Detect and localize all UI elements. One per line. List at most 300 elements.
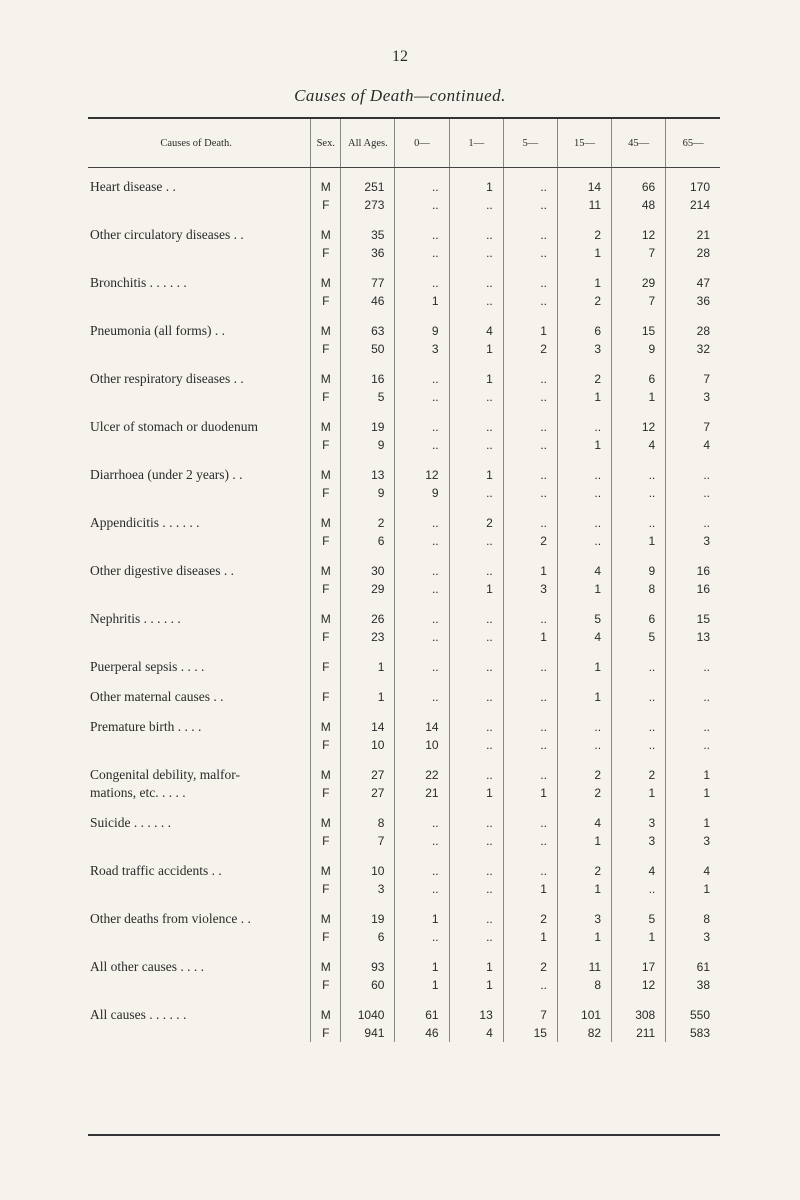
value-cell: .. — [449, 880, 503, 898]
value-cell: 7 — [503, 1006, 557, 1024]
value-cell: .. — [503, 244, 557, 262]
sex-cell: F — [311, 784, 341, 802]
spacer-cell — [395, 310, 449, 322]
value-cell: .. — [503, 832, 557, 850]
value-cell: 2 — [557, 862, 611, 880]
sex-cell: M — [311, 226, 341, 244]
spacer-cell — [88, 502, 311, 514]
spacer-cell — [557, 502, 611, 514]
value-cell: 1 — [395, 976, 449, 994]
sex-cell: M — [311, 766, 341, 784]
spacer-cell — [449, 994, 503, 1006]
row-spacer — [88, 406, 720, 418]
value-cell: 1 — [503, 928, 557, 946]
value-cell: .. — [557, 484, 611, 502]
spacer-cell — [341, 946, 395, 958]
cause-label: Heart disease . . — [90, 179, 176, 194]
value-cell: 9 — [341, 436, 395, 454]
value-cell: .. — [557, 736, 611, 754]
spacer-cell — [449, 262, 503, 274]
value-cell: .. — [503, 814, 557, 832]
value-cell: 6 — [612, 610, 666, 628]
spacer-cell — [395, 994, 449, 1006]
value-cell: .. — [449, 418, 503, 436]
value-cell: 35 — [341, 226, 395, 244]
table-row — [88, 580, 720, 598]
cause-label: All other causes . . . . — [90, 959, 204, 974]
spacer-cell — [311, 676, 341, 688]
cause-label: Pneumonia (all forms) . . — [90, 323, 225, 338]
value-cell: 1 — [557, 928, 611, 946]
value-cell: 15 — [666, 610, 720, 628]
value-cell: 23 — [341, 628, 395, 646]
value-cell: 1 — [449, 466, 503, 484]
sex-cell: F — [311, 580, 341, 598]
value-cell: .. — [612, 880, 666, 898]
value-cell: .. — [449, 484, 503, 502]
value-cell: .. — [503, 976, 557, 994]
spacer-cell — [449, 802, 503, 814]
spacer-cell — [449, 898, 503, 910]
value-cell: 93 — [341, 958, 395, 976]
value-cell: .. — [503, 718, 557, 736]
value-cell: .. — [557, 514, 611, 532]
sex-cell: M — [311, 514, 341, 532]
spacer-cell — [395, 946, 449, 958]
spacer-cell — [395, 168, 449, 179]
value-cell: 28 — [666, 322, 720, 340]
value-cell: .. — [395, 274, 449, 292]
sex-cell: M — [311, 370, 341, 388]
value-cell: 17 — [612, 958, 666, 976]
row-spacer — [88, 550, 720, 562]
value-cell: 29 — [612, 274, 666, 292]
sex-cell: M — [311, 178, 341, 196]
spacer-cell — [666, 676, 720, 688]
cause-label-empty — [88, 292, 311, 310]
value-cell: 15 — [612, 322, 666, 340]
value-cell: 14 — [341, 718, 395, 736]
spacer-cell — [612, 168, 666, 179]
value-cell: 6 — [612, 370, 666, 388]
value-cell: 2 — [557, 784, 611, 802]
value-cell: 7 — [666, 418, 720, 436]
row-spacer — [88, 310, 720, 322]
value-cell: 61 — [395, 1006, 449, 1024]
sex-cell: M — [311, 466, 341, 484]
value-cell: 13 — [449, 1006, 503, 1024]
value-cell: 7 — [341, 832, 395, 850]
value-cell: .. — [612, 658, 666, 676]
value-cell: .. — [503, 418, 557, 436]
spacer-cell — [88, 850, 311, 862]
spacer-cell — [666, 946, 720, 958]
sex-cell: M — [311, 610, 341, 628]
spacer-cell — [449, 850, 503, 862]
spacer-cell — [395, 406, 449, 418]
value-cell: 3 — [612, 814, 666, 832]
spacer-cell — [311, 310, 341, 322]
cause-label-empty — [88, 580, 311, 598]
value-cell: 12 — [612, 418, 666, 436]
value-cell: 3 — [557, 340, 611, 358]
value-cell: 8 — [612, 580, 666, 598]
spacer-cell — [449, 598, 503, 610]
table-row — [88, 610, 720, 628]
value-cell: 9 — [395, 484, 449, 502]
table-row — [88, 226, 720, 244]
value-cell: 4 — [557, 562, 611, 580]
row-spacer — [88, 214, 720, 226]
header-sex: Sex. — [311, 119, 341, 168]
value-cell: 14 — [395, 718, 449, 736]
table-row — [88, 418, 720, 436]
value-cell: 1 — [557, 436, 611, 454]
value-cell: .. — [449, 292, 503, 310]
value-cell: 6 — [341, 532, 395, 550]
row-spacer — [88, 994, 720, 1006]
header-age-65: 65— — [666, 119, 720, 168]
spacer-cell — [311, 946, 341, 958]
value-cell: 214 — [666, 196, 720, 214]
spacer-cell — [311, 754, 341, 766]
value-cell: 2 — [341, 514, 395, 532]
value-cell: .. — [449, 862, 503, 880]
spacer-cell — [557, 754, 611, 766]
value-cell: .. — [395, 862, 449, 880]
value-cell: 308 — [612, 1006, 666, 1024]
spacer-cell — [503, 646, 557, 658]
table-row — [88, 466, 720, 484]
value-cell: 2 — [503, 532, 557, 550]
value-cell: 13 — [341, 466, 395, 484]
sex-cell: F — [311, 1024, 341, 1042]
spacer-cell — [666, 898, 720, 910]
value-cell: .. — [449, 910, 503, 928]
value-cell: .. — [395, 226, 449, 244]
spacer-cell — [612, 550, 666, 562]
spacer-cell — [88, 358, 311, 370]
cause-label: Nephritis . . . . . . — [90, 611, 181, 626]
table-row — [88, 1024, 720, 1042]
value-cell: 4 — [449, 1024, 503, 1042]
cause-label: Other maternal causes . . — [90, 689, 224, 704]
spacer-cell — [666, 310, 720, 322]
value-cell: 4 — [612, 436, 666, 454]
spacer-cell — [88, 262, 311, 274]
value-cell: 1 — [557, 880, 611, 898]
value-cell: 61 — [666, 958, 720, 976]
sex-cell: F — [311, 244, 341, 262]
value-cell: 8 — [341, 814, 395, 832]
spacer-cell — [503, 946, 557, 958]
value-cell: 1 — [557, 388, 611, 406]
spacer-cell — [341, 646, 395, 658]
spacer-cell — [88, 946, 311, 958]
value-cell: 1040 — [341, 1006, 395, 1024]
spacer-cell — [88, 676, 311, 688]
spacer-cell — [557, 598, 611, 610]
value-cell: 2 — [612, 766, 666, 784]
spacer-cell — [341, 310, 395, 322]
value-cell: 1 — [395, 292, 449, 310]
spacer-cell — [88, 994, 311, 1006]
spacer-cell — [612, 946, 666, 958]
spacer-cell — [88, 168, 311, 179]
value-cell: .. — [503, 484, 557, 502]
cause-label-empty — [88, 1024, 311, 1042]
value-cell: .. — [503, 514, 557, 532]
spacer-cell — [666, 168, 720, 179]
spacer-cell — [612, 310, 666, 322]
sex-cell: F — [311, 880, 341, 898]
value-cell: .. — [503, 610, 557, 628]
value-cell: 2 — [503, 910, 557, 928]
spacer-cell — [503, 994, 557, 1006]
table-row — [88, 322, 720, 340]
table-row — [88, 784, 720, 802]
spacer-cell — [503, 598, 557, 610]
value-cell: 22 — [395, 766, 449, 784]
cause-label: Road traffic accidents . . — [90, 863, 222, 878]
spacer-cell — [311, 706, 341, 718]
value-cell: 9 — [612, 562, 666, 580]
table-header-row — [88, 119, 720, 168]
value-cell: 12 — [612, 976, 666, 994]
spacer-cell — [341, 994, 395, 1006]
cause-label: Other deaths from violence . . — [90, 911, 251, 926]
value-cell: 29 — [341, 580, 395, 598]
table-row — [88, 718, 720, 736]
value-cell: 6 — [341, 928, 395, 946]
value-cell: 4 — [449, 322, 503, 340]
table-row — [88, 628, 720, 646]
table-row — [88, 766, 720, 784]
spacer-cell — [449, 676, 503, 688]
value-cell: .. — [395, 388, 449, 406]
spacer-cell — [612, 502, 666, 514]
spacer-cell — [612, 676, 666, 688]
spacer-cell — [557, 214, 611, 226]
value-cell: 1 — [666, 880, 720, 898]
value-cell: 2 — [557, 766, 611, 784]
spacer-cell — [341, 550, 395, 562]
value-cell: 46 — [395, 1024, 449, 1042]
value-cell: 7 — [612, 244, 666, 262]
header-all-ages: All Ages. — [341, 119, 395, 168]
value-cell: 32 — [666, 340, 720, 358]
value-cell: 1 — [612, 532, 666, 550]
value-cell: .. — [503, 178, 557, 196]
value-cell: .. — [449, 832, 503, 850]
table-row — [88, 436, 720, 454]
table-body — [88, 168, 720, 1043]
cause-label: Appendicitis . . . . . . — [90, 515, 200, 530]
spacer-cell — [341, 598, 395, 610]
table-bottom-rule — [88, 1134, 720, 1136]
value-cell: 14 — [557, 178, 611, 196]
spacer-cell — [341, 406, 395, 418]
spacer-cell — [503, 262, 557, 274]
value-cell: 38 — [666, 976, 720, 994]
row-spacer — [88, 168, 720, 179]
value-cell: 21 — [666, 226, 720, 244]
table-row — [88, 532, 720, 550]
value-cell: .. — [395, 832, 449, 850]
spacer-cell — [395, 502, 449, 514]
table-row — [88, 562, 720, 580]
value-cell: 8 — [557, 976, 611, 994]
value-cell: 1 — [557, 658, 611, 676]
spacer-cell — [88, 802, 311, 814]
row-spacer — [88, 262, 720, 274]
value-cell: 16 — [666, 580, 720, 598]
value-cell: .. — [503, 196, 557, 214]
spacer-cell — [88, 706, 311, 718]
spacer-cell — [557, 850, 611, 862]
spacer-cell — [395, 262, 449, 274]
value-cell: 60 — [341, 976, 395, 994]
row-spacer — [88, 676, 720, 688]
value-cell: .. — [449, 532, 503, 550]
table-row — [88, 274, 720, 292]
spacer-cell — [311, 802, 341, 814]
row-spacer — [88, 706, 720, 718]
value-cell: 251 — [341, 178, 395, 196]
sex-cell: M — [311, 562, 341, 580]
value-cell: .. — [395, 244, 449, 262]
value-cell: 12 — [612, 226, 666, 244]
cause-label-empty — [88, 976, 311, 994]
row-spacer — [88, 802, 720, 814]
spacer-cell — [449, 454, 503, 466]
value-cell: .. — [449, 658, 503, 676]
spacer-cell — [395, 898, 449, 910]
value-cell: 1 — [666, 814, 720, 832]
value-cell: 30 — [341, 562, 395, 580]
spacer-cell — [395, 550, 449, 562]
spacer-cell — [557, 676, 611, 688]
cause-label: Premature birth . . . . — [90, 719, 202, 734]
table-row — [88, 958, 720, 976]
value-cell: .. — [503, 688, 557, 706]
cause-label: All causes . . . . . . — [90, 1007, 187, 1022]
value-cell: .. — [503, 436, 557, 454]
spacer-cell — [503, 310, 557, 322]
value-cell: 47 — [666, 274, 720, 292]
value-cell: 1 — [612, 928, 666, 946]
spacer-cell — [612, 994, 666, 1006]
spacer-cell — [449, 946, 503, 958]
value-cell: 19 — [341, 418, 395, 436]
spacer-cell — [666, 850, 720, 862]
table-row — [88, 814, 720, 832]
value-cell: .. — [395, 418, 449, 436]
spacer-cell — [88, 406, 311, 418]
value-cell: 2 — [557, 226, 611, 244]
row-spacer — [88, 850, 720, 862]
spacer-cell — [311, 358, 341, 370]
spacer-cell — [395, 646, 449, 658]
spacer-cell — [503, 168, 557, 179]
sex-cell: M — [311, 910, 341, 928]
spacer-cell — [612, 262, 666, 274]
value-cell: 36 — [341, 244, 395, 262]
table-row — [88, 370, 720, 388]
spacer-cell — [88, 754, 311, 766]
value-cell: 1 — [503, 784, 557, 802]
value-cell: .. — [503, 766, 557, 784]
spacer-cell — [557, 946, 611, 958]
cause-label: Congenital debility, malfor- — [90, 767, 240, 782]
spacer-cell — [311, 598, 341, 610]
value-cell: .. — [449, 274, 503, 292]
spacer-cell — [666, 502, 720, 514]
value-cell: 1 — [449, 958, 503, 976]
row-spacer — [88, 754, 720, 766]
value-cell: 5 — [341, 388, 395, 406]
spacer-cell — [612, 454, 666, 466]
spacer-cell — [612, 646, 666, 658]
value-cell: 1 — [557, 832, 611, 850]
row-spacer — [88, 646, 720, 658]
value-cell: .. — [449, 688, 503, 706]
value-cell: 7 — [666, 370, 720, 388]
value-cell: .. — [612, 466, 666, 484]
value-cell: .. — [395, 814, 449, 832]
row-spacer — [88, 898, 720, 910]
spacer-cell — [395, 598, 449, 610]
sex-cell: F — [311, 976, 341, 994]
cause-label-empty — [88, 832, 311, 850]
spacer-cell — [449, 358, 503, 370]
value-cell: 1 — [503, 322, 557, 340]
cause-label-empty — [88, 196, 311, 214]
value-cell: .. — [395, 514, 449, 532]
spacer-cell — [557, 168, 611, 179]
spacer-cell — [449, 754, 503, 766]
table-row — [88, 688, 720, 706]
spacer-cell — [666, 994, 720, 1006]
value-cell: .. — [612, 688, 666, 706]
value-cell: 1 — [449, 976, 503, 994]
spacer-cell — [612, 406, 666, 418]
spacer-cell — [311, 550, 341, 562]
cause-label-empty — [88, 388, 311, 406]
value-cell: 1 — [503, 562, 557, 580]
row-spacer — [88, 358, 720, 370]
sex-cell: F — [311, 736, 341, 754]
spacer-cell — [557, 898, 611, 910]
spacer-cell — [503, 676, 557, 688]
table-row — [88, 910, 720, 928]
spacer-cell — [557, 550, 611, 562]
table-row — [88, 196, 720, 214]
value-cell: .. — [666, 484, 720, 502]
spacer-cell — [503, 214, 557, 226]
spacer-cell — [311, 454, 341, 466]
sex-cell: M — [311, 274, 341, 292]
spacer-cell — [88, 310, 311, 322]
spacer-cell — [666, 406, 720, 418]
spacer-cell — [311, 850, 341, 862]
sex-cell: F — [311, 388, 341, 406]
spacer-cell — [311, 898, 341, 910]
value-cell: 4 — [557, 628, 611, 646]
spacer-cell — [666, 646, 720, 658]
value-cell: 10 — [341, 862, 395, 880]
value-cell: 50 — [341, 340, 395, 358]
